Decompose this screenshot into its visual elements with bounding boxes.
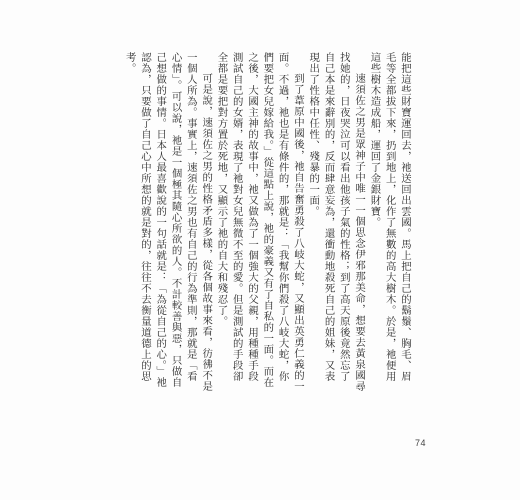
paragraph-3: 到了葦原中國後，衪自告奮勇殺了八岐大蛇，又顯出英勇仁義的一面。不過，衪也是有條件的，那就是：「我幫你們殺了八岐大蛇，你們要把女兒嫁給我。」從這點上說，衪的豪義又有了自私的一面。而在之後，大國主神的故事中，衪又做為了一個強大的父親，用種種手段測試自己的女婿，表現了衪對女兒無微不至的愛。但是測試的手段卻全都是要把對方置於死地，又顯示了衪的自大和殘忍了。 [215,52,304,392]
paragraph-1: 能把這些財寶運回去，衪送回出雲國。馬上把自己的鬍鬚、胸毛、眉毛等全都拔下來，扔到地上，化作了無數的高大樹木。於是，衪便用這些樹木造成船，運回了金銀財寶。 [368,52,411,382]
paragraph-2: 速須佐之男是眾神子中唯一一個思念伊邪那美命，想要去黃泉國尋找她的，日夜哭泣可以看出他孩子氣的性格；到了高天原後竟然忘了自己本是來辭別的，反而肆意妄為，還衝動地殺死自己的姐妹，又表現出了性格中任性、殘暴的一面。 [307,52,366,392]
vertical-text-body [121,52,412,392]
page-number: 74 [415,438,427,448]
paragraph-4: 可是說，速須佐之男的性格矛盾多樣，從各個故事來看，彷彿不是一個人所為。事實上，速須佐之男也有自己的行為準則，那就是「看心情」。可以說，衪是一個極其隨心所欲的人。不計較善與惡，只做自己想做的事情。日本人最喜歡說的一句話就是：「為從自己的心。」衪認為，只要做了自己心中所想的就是對的，往往不去衡量道德上的思考。 [123,52,213,392]
